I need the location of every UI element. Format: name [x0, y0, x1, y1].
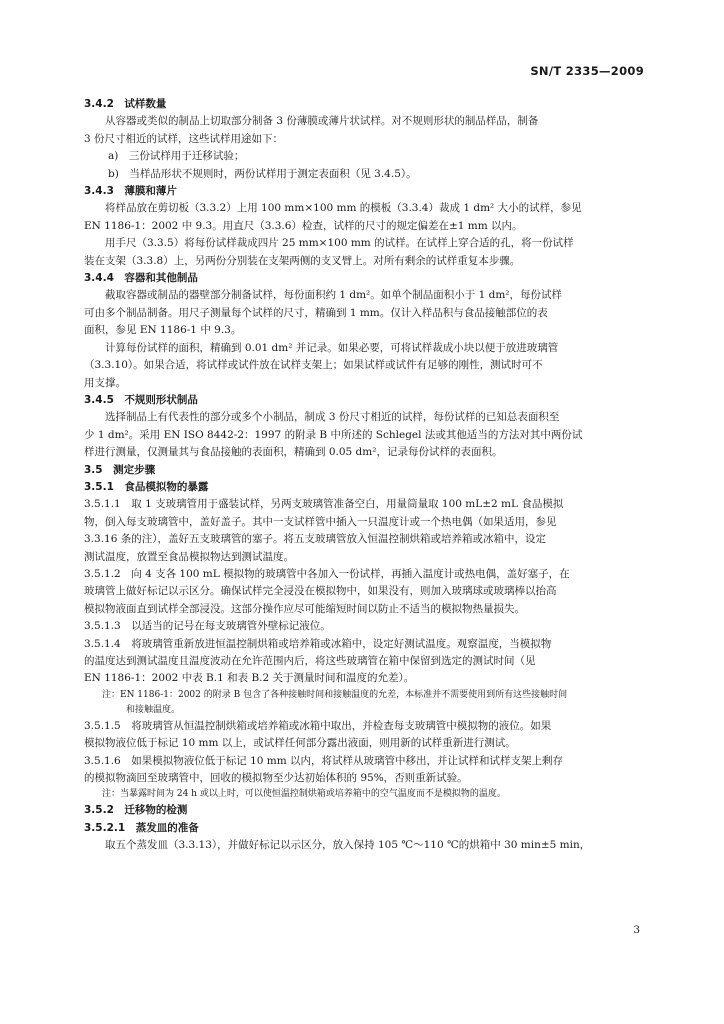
text-line: 的模拟物滴回至玻璃管中，回收的模拟物至少达初始体积的 95%，否则重新试验。	[84, 772, 468, 785]
text-line: 面积，参见 EN 1186-1 中 9.3。	[84, 324, 242, 337]
text-line: 测试温度，放置至食品模拟物达到测试温度。	[84, 550, 294, 563]
text-line: 3.3.16 条的注），盖好五支玻璃管的塞子。将五支玻璃管放入恒温控制烘箱或培养箱或冰箱中，设定	[84, 533, 546, 546]
section-heading: 3.4.3 薄膜和薄片	[84, 185, 177, 198]
text-line: 模拟物液位低于标记 10 mm 以上，或试样任何部分露出液面，则用新的试样重新进行测试。	[84, 737, 516, 750]
section-heading: 3.4.2 试样数量	[84, 98, 167, 110]
document-body	[84, 96, 642, 855]
standard-code: SN/T 2335—2009	[530, 64, 644, 78]
text-line: b) 当样品形状不规则时，两份试样用于测定表面积（见 3.4.5）。	[108, 167, 417, 180]
text-line: （3.3.10）。如果合适，将试样或试件放在试样支架上；如果试样或试件有足够的刚性，测试时可不	[84, 359, 543, 372]
text-line: 选择制品上有代表性的部分或多个小制品，制成 3 份尺寸相近的试样，每份试样的已知总表面积至	[105, 411, 560, 424]
text-line: a) 三份试样用于迁移试验；	[108, 150, 245, 163]
note-line: 和接触温度。	[126, 704, 181, 715]
text-line: 3.5.1.2 向 4 支各 100 mL 模拟物的玻璃管中各加入一份试样，再插入温度计或热电偶，盖好塞子，在	[84, 567, 570, 580]
text-line: 3.5.1.1 取 1 支玻璃管用于盛装试样，另两支玻璃管准备空白，用量筒量取 100 mL±2 mL 食品模拟	[84, 498, 564, 511]
section-heading: 3.4.5 不规则形状制品	[84, 393, 198, 406]
text-line: 的温度达到测试温度且温度波动在允许范围内后，将这些玻璃管在箱中保留到选定的测试时间（见	[84, 655, 536, 667]
section-heading: 3.5.1 食品模拟物的暴露	[84, 480, 209, 493]
text-line: 3.5.1.3 以适当的记号在每支玻璃管外壁标记液位。	[84, 620, 331, 633]
text-line: 样进行测量，仅测量其与食品接触的表面积，精确到 0.05 dm²，记录每份试样的表面积。	[84, 446, 503, 459]
text-line: 3 份尺寸相近的试样，这些试样用途如下：	[84, 132, 284, 145]
text-line: 装在支架（3.3.8）上，另两份分别装在支架两侧的支叉臂上。对所有剩余的试样重复本步骤。	[84, 254, 521, 267]
note-line: 注：EN 1186-1：2002 的附录 B 包含了各种接触时间和接触温度的允差，本标准并不需要使用到所有这些接触时间	[102, 689, 568, 700]
section-heading: 3.5.2 迁移物的检测	[84, 804, 188, 817]
text-line: 计算每份试样的面积，精确到 0.01 dm² 并记录。如果必要，可将试样裁成小块以便于放进玻璃管	[105, 341, 559, 354]
text-line: 物，倒入每支玻璃管中，盖好盖子。其中一支试样管中插入一只温度计或一个热电偶（如果适用，参见	[84, 515, 557, 528]
text-line: 玻璃管上做好标记以示区分。确保试样完全浸没在模拟物中，如果没有，则加入玻璃球或玻璃棒以抬高	[84, 585, 557, 598]
text-line: 取五个蒸发皿（3.3.13），并做好标记以示区分，放入保持 105 ℃～110 ℃的烘箱中 30 min±5 min，	[105, 839, 591, 852]
text-line: EN 1186-1：2002 中表 B.1 和表 B.2 关于测量时间和温度的允差）。	[84, 672, 415, 685]
text-line: 可由多个制品制备。用尺子测量每个试样的尺寸，精确到 1 mm。仅计入样品积与食品接触部位的表	[84, 306, 548, 319]
section-heading: 3.4.4 容器和其他制品	[84, 272, 198, 285]
text-line: 截取容器或制品的器壁部分制备试样，每份面积约 1 dm²。如单个制品面积小于 1 dm²，每份试样	[105, 289, 562, 302]
section-heading: 3.5.2.1 蒸发皿的准备	[84, 821, 199, 834]
text-line: 用支撑。	[84, 376, 126, 389]
text-line: 用手尺（3.3.5）将每份试样裁成四片 25 mm×100 mm 的试样。在试样上穿合适的孔，将一份试样	[105, 237, 574, 250]
text-line: 模拟物液面直到试样全部浸没。这部分操作应尽可能缩短时间以防止不适当的模拟物热量损失。	[84, 602, 525, 615]
text-line: 将样品放在剪切板（3.3.2）上用 100 mm×100 mm 的模板（3.3.4）裁成 1 dm² 大小的试样，参见	[105, 202, 582, 215]
text-line: 3.5.1.4 将玻璃管重新放进恒温控制烘箱或培养箱或冰箱中，设定好测试温度。观察温度，当模拟物	[84, 637, 552, 650]
text-line: 3.5.1.6 如果模拟物液位低于标记 10 mm 以内，将试样从玻璃管中移出，并让试样和试样支架上剩存	[84, 754, 564, 767]
text-line: 从容器或类似的制品上切取部分制备 3 份薄膜或薄片状试样。对不规则形状的制品样品，制备	[105, 115, 539, 128]
page-number: 3	[633, 924, 640, 936]
text-line: EN 1186-1：2002 中 9.3。用直尺（3.3.6）检查，试样的尺寸的规定偏差在±1 mm 以内。	[84, 219, 523, 232]
note-line: 注：当暴露时间为 24 h 或以上时，可以使恒温控制烘箱或培养箱中的空气温度而不是模拟物的温度。	[102, 789, 506, 800]
text-line: 3.5.1.5 将玻璃管从恒温控制烘箱或培养箱或冰箱中取出，并检查每支玻璃管中模拟物的液位。如果	[84, 719, 552, 732]
text-line: 少 1 dm²。采用 EN ISO 8442-2：1997 的附录 B 中所述的 Schlegel 法或其他适当的方法对其中两份试	[84, 428, 583, 441]
section-heading: 3.5 测定步骤	[84, 463, 156, 476]
